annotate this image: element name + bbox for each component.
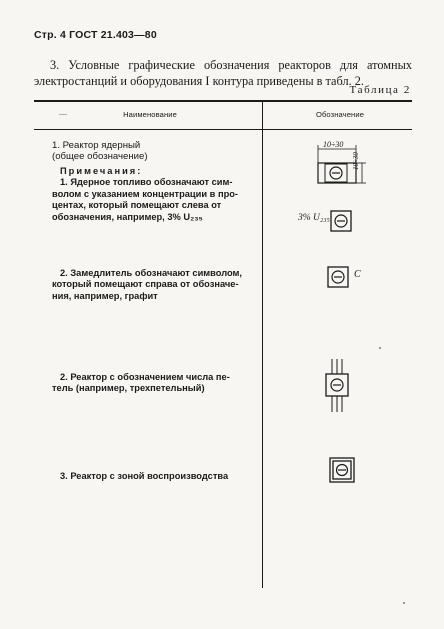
- moderator-line3: ния, например, графит: [52, 290, 158, 301]
- page-header: Стр. 4 ГОСТ 21.403—80: [34, 29, 157, 41]
- row-reactor-loops: [52, 372, 248, 395]
- moderator-line1: 2. Замедлитель обозначают символом,: [60, 268, 242, 278]
- table-column-divider: [262, 100, 263, 588]
- table-label: Таблица 2: [349, 84, 411, 96]
- table-top-rule: [34, 100, 412, 102]
- note1-line3: центах, который помещают слева от: [52, 200, 222, 211]
- loops-line2: тель (например, трехпетельный): [52, 383, 205, 394]
- row-reactor-breeding: [52, 471, 248, 482]
- note1-line4: обозначения, например, 3% U₂₃₅: [52, 211, 203, 222]
- breeding-line1: 3. Реактор с зоной воспроизводства: [60, 471, 229, 481]
- reactor-fuel-symbol: [330, 210, 352, 232]
- dim-height-label: 10÷30: [352, 152, 360, 170]
- row-reactor-subtitle: (общее обозначение): [52, 151, 148, 163]
- moderator-label: С: [354, 269, 361, 280]
- scan-speck: [379, 347, 381, 349]
- reactor-moderator-symbol: [327, 266, 349, 288]
- notes-block: [52, 166, 248, 223]
- corner-mark: —: [59, 109, 67, 118]
- row-reactor-general: [52, 140, 248, 163]
- scan-speck: [403, 602, 405, 604]
- note1-line1: 1. Ядерное топливо обозначают сим-: [60, 177, 233, 188]
- table-header-rule: [34, 129, 412, 130]
- row-reactor-title: 1. Реактор ядерный: [52, 140, 141, 151]
- dim-width-label: 10÷30: [323, 140, 344, 149]
- col-header-symbol: Обозначение: [315, 110, 365, 119]
- reactor-breeding-symbol: [329, 457, 355, 483]
- moderator-line2: который помещают справа от обозначе-: [52, 279, 239, 290]
- loops-line1: 2. Реактор с обозначением числа пе-: [60, 372, 230, 382]
- intro-text: 3. Условные графические обозначения реакторов для атомных электростанций и оборудования I контура приведены в табл. 2.: [34, 58, 412, 88]
- reactor-three-loop-symbol: [319, 357, 355, 415]
- row-moderator: [52, 268, 248, 302]
- notes-title: Примечания:: [60, 166, 143, 176]
- fuel-label: 3% U₂₃₅: [298, 213, 330, 223]
- note1-line2: волом с указанием концентрации в про-: [52, 188, 239, 199]
- col-header-name: Наименование: [123, 110, 177, 119]
